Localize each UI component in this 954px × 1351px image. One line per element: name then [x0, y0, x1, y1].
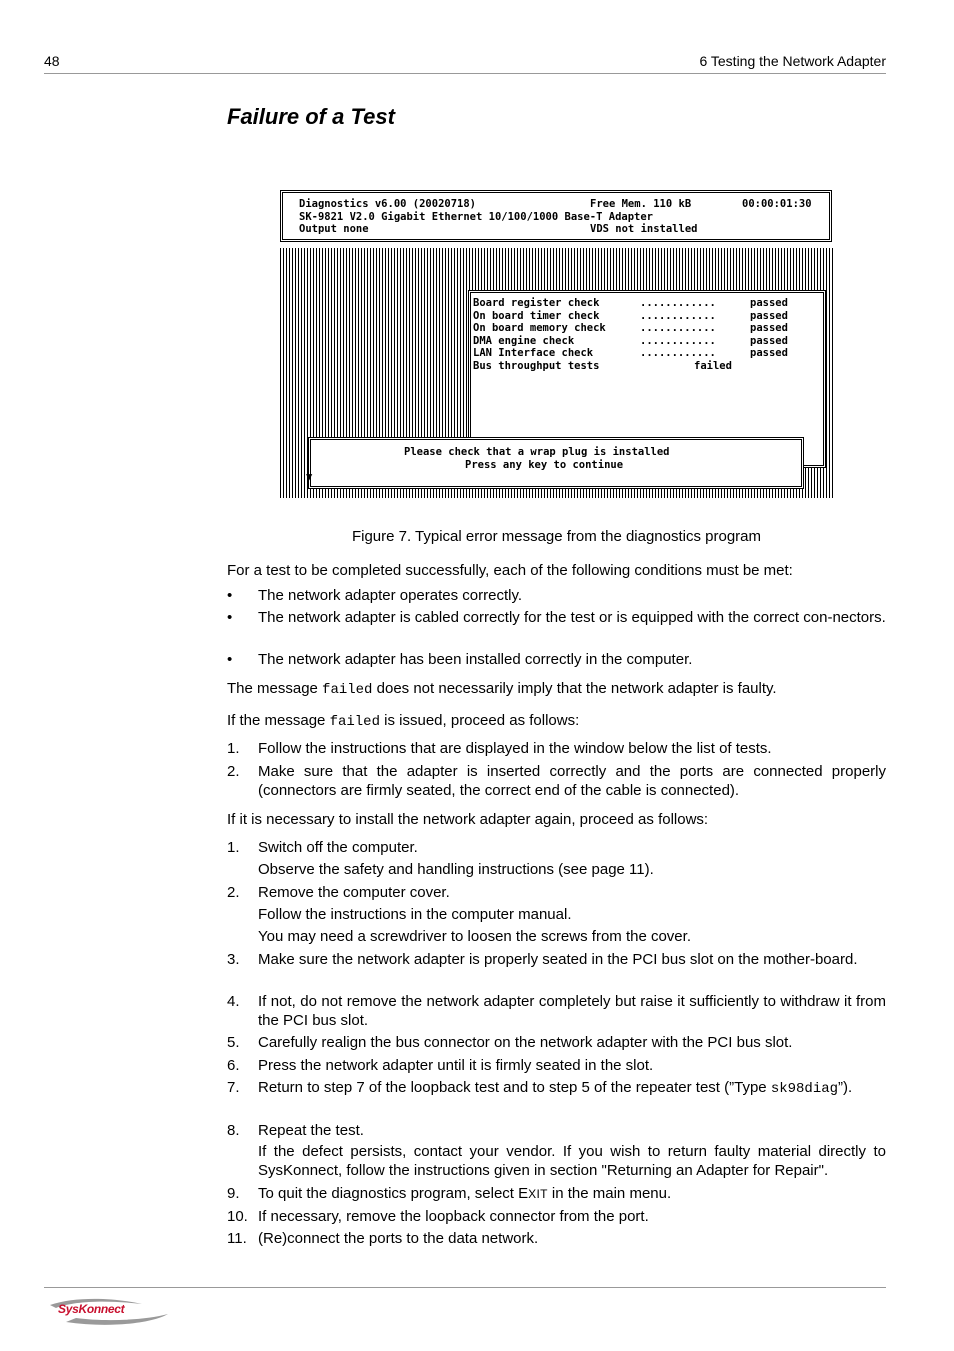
- test-dots: ............: [640, 310, 716, 322]
- reinstall-intro: If it is necessary to install the network adapter again, proceed as follows:: [227, 811, 709, 828]
- screen-line1-left: Diagnostics v6.00 (20020718): [299, 198, 477, 210]
- bullet-icon: •: [227, 609, 233, 626]
- step-note: If the defect persists, contact your vendor. If you wish to return faulty material directly to SysKonnect, follow the instructions given in section "Returning an Adapter for Repair".: [258, 1143, 886, 1179]
- logo-text: SysKonnect: [58, 1302, 125, 1316]
- chapter-title: 6 Testing the Network Adapter: [699, 53, 886, 69]
- test-result: passed: [750, 335, 788, 347]
- test-name: Bus throughput tests: [473, 360, 600, 372]
- syskonnect-logo: [46, 1296, 172, 1328]
- cursor-arrow-icon: ▼: [306, 471, 313, 483]
- screen-line3-left: Output none: [299, 223, 369, 235]
- conditions-intro: For a test to be completed successfully, each of the following conditions must be met:: [227, 562, 793, 579]
- bullet-icon: •: [227, 587, 233, 604]
- footer-rule: [44, 1287, 886, 1288]
- screen-line1-mem: Free Mem. 110 kB: [590, 198, 692, 210]
- failed-procedure-intro: If the message failed is issued, proceed as follows:: [227, 712, 580, 730]
- failed-message-note: The message failed does not necessarily imply that the network adapter is faulty.: [227, 680, 777, 698]
- test-name: DMA engine check: [473, 335, 575, 347]
- section-title: Failure of a Test: [227, 104, 395, 129]
- figure-caption: Figure 7. Typical error message from the diagnostics program: [351, 528, 762, 545]
- test-result: passed: [750, 347, 788, 359]
- message-line1: Please check that a wrap plug is installed: [404, 446, 670, 458]
- test-dots: ............: [640, 335, 716, 347]
- test-result-failed: failed: [694, 360, 732, 372]
- header-rule: [44, 73, 886, 74]
- bullet-icon: •: [227, 651, 233, 668]
- screen-line3-right: VDS not installed: [590, 223, 698, 235]
- test-name: On board timer check: [473, 310, 600, 322]
- step-note: Follow the instructions in the computer manual.: [258, 906, 572, 923]
- test-result: passed: [750, 310, 788, 322]
- code-failed: failed: [322, 682, 373, 698]
- step-note: Observe the safety and handling instructions (see page 11).: [258, 861, 654, 878]
- code-failed: failed: [329, 714, 380, 730]
- code-sk98diag: sk98diag: [770, 1081, 839, 1097]
- test-dots: ............: [640, 297, 716, 309]
- test-name: On board memory check: [473, 322, 606, 334]
- page-number: 48: [44, 53, 60, 69]
- test-dots: ............: [640, 322, 716, 334]
- test-name: Board register check: [473, 297, 600, 309]
- test-result: passed: [750, 297, 788, 309]
- test-dots: ............: [640, 347, 716, 359]
- step-note: You may need a screwdriver to loosen the screws from the cover.: [258, 928, 691, 945]
- message-line2: Press any key to continue: [465, 459, 624, 471]
- screen-line1-time: 00:00:01:30: [742, 198, 812, 210]
- test-name: LAN Interface check: [473, 347, 594, 359]
- diagnostics-screenshot: [280, 190, 834, 498]
- screen-line2: SK-9821 V2.0 Gigabit Ethernet 10/100/1000 Base-T Adapter: [299, 211, 654, 223]
- test-result: passed: [750, 322, 788, 334]
